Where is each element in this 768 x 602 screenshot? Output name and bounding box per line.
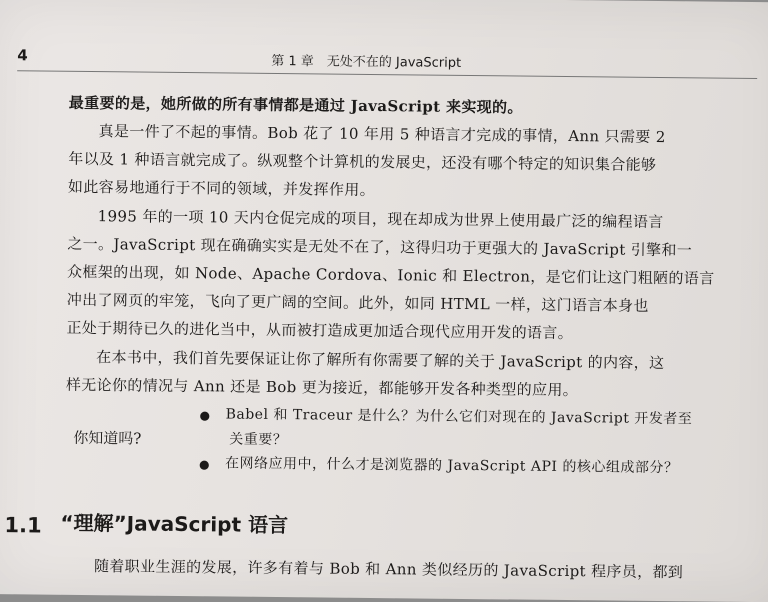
section-title: “理解”JavaScript 语言 — [60, 510, 289, 538]
body-line: 正处于期待已久的进化当中，从而被打造成更加适合现代应用开发的语言。 — [66, 318, 574, 343]
body-line: 1995 年的一项 10 天内仓促完成的项目，现在却成为世界上使用最广泛的编程语言 — [97, 207, 664, 232]
header-rule — [17, 70, 757, 79]
bullet-icon: ● — [199, 457, 210, 472]
running-head: 第 1 章 无处不在的 JavaScript — [271, 53, 462, 71]
section-number: 1.1 — [4, 513, 42, 538]
did-you-know-label: 你知道吗? — [73, 428, 142, 448]
body-line: 随着职业生涯的发展，许多有着与 Bob 和 Ann 类似经历的 JavaScript 程序员，都到 — [93, 557, 684, 582]
body-line: 冲出了网页的牢笼，飞向了更广阔的空间。此外，如同 HTML 一样，这门语言本身也 — [66, 290, 649, 315]
body-line: 在本书中，我们首先要保证让你了解所有你需要了解的关于 JavaScript 的内容，这 — [96, 348, 665, 373]
body-line: 如此容易地通行于不同的领域，并发挥作用。 — [67, 177, 376, 200]
bullet-item-line: Babel 和 Traceur 是什么？为什么它们对现在的 JavaScript 开发者至 — [225, 406, 693, 428]
body-line: 最重要的是，她所做的所有事情都是通过 JavaScript 来实现的。 — [68, 93, 523, 117]
body-line: 众框架的出现，如 Node、Apache Cordova、Ionic 和 Electron，是它们让这门粗陋的语言 — [67, 262, 715, 288]
body-line: 真是一件了不起的事情。Bob 花了 10 年用 5 种语言才完成的事情，Ann 只需要 2 — [98, 122, 666, 147]
bullet-item-line: 在网络应用中，什么才是浏览器的 JavaScript API 的核心组成部分？ — [225, 455, 679, 477]
bullet-item-line: 关重要？ — [229, 431, 288, 449]
page-number: 4 — [17, 46, 28, 65]
body-line: 之一。JavaScript 现在确确实实是无处不在了，这得归功于更强大的 JavaScript 引擎和一 — [67, 234, 693, 260]
bullet-icon: ● — [199, 408, 211, 423]
body-line: 年以及 1 种语言就完成了。纵观整个计算机的发展史，还没有哪个特定的知识集合能够 — [68, 149, 657, 174]
body-line: 样无论你的情况与 Ann 还是 Bob 更为接近，都能够开发各种类型的应用。 — [65, 375, 579, 400]
